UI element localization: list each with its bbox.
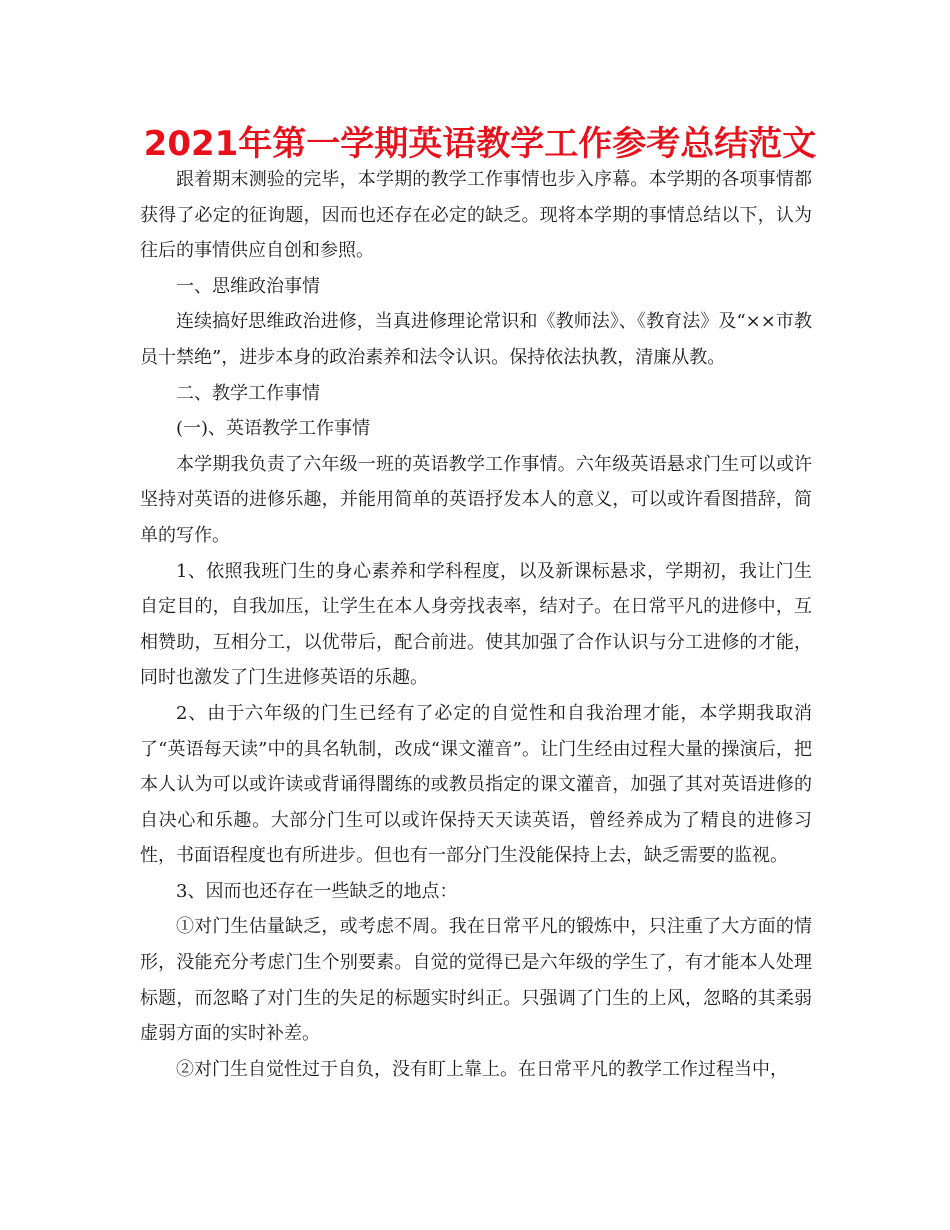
- paragraph-intro: 跟着期末测验的完毕，本学期的教学工作事情也步入序幕。本学期的各项事情都获得了必定的征询题，因而也还存在必定的缺乏。现将本学期的事情总结以下，认为往后的事情供应自创和参照。: [140, 169, 812, 262]
- paragraph-english-overview: 本学期我负责了六年级一班的英语教学工作事情。六年级英语悬求门生可以或许坚持对英语的进修乐趣，并能用简单的英语抒发本人的意义，可以或许看图措辞，简单的写作。: [140, 453, 812, 546]
- section-heading-ideology: 一、思维政治事情: [176, 275, 320, 297]
- paragraph-shortcoming-2: ②对门生自觉性过于自负，没有盯上靠上。在日常平凡的教学工作过程当中，: [176, 1058, 788, 1080]
- paragraph-point-2: 2、由于六年级的门生已经有了必定的自觉性和自我治理才能，本学期我取消了“英语每天读”中的具名轨制，改成“课文灌音”。让门生经由过程大量的操演后，把本人认为可以或许读或背诵得闇练的或教员指定的课文灌音，加强了其对英语进修的自决心和乐趣。大部分门生可以或许保持天天读英语，曾经养成为了精良的进修习性，书面语程度也有所进步。但也有一部分门生没能保持上去，缺乏需要的监视。: [140, 702, 812, 867]
- subsection-heading-english: (一)、英语教学工作事情: [176, 418, 371, 440]
- document-body: [140, 162, 812, 1087]
- paragraph-shortcoming-1: ①对门生估量缺乏，或考虑不周。我在日常平凡的锻炼中，只注重了大方面的情形，没能充分考虑门生个别要素。自觉的觉得已是六年级的学生了，有才能本人处理标题，而忽略了对门生的失足的标题实时纠正。只强调了门生的上风，忽略的其柔弱虚弱方面的实时补差。: [140, 916, 812, 1045]
- document-title: 2021年第一学期英语教学工作参考总结范文: [143, 124, 817, 164]
- paragraph-ideology: 连续搞好思维政治进修，当真进修理论常识和《教师法》、《教育法》及“××市教员十禁绝”，进步本身的政治素养和法令认识。保持依法执教，清廉从教。: [140, 311, 812, 368]
- paragraph-point-1: 1、依照我班门生的身心素养和学科程度，以及新课标悬求，学期初，我让门生自定目的，自我加压，让学生在本人身旁找表率，结对子。在日常平凡的进修中，互相赞助，互相分工，以优带后，配合前进。使其加强了合作认识与分工进修的才能，同时也激发了门生进修英语的乐趣。: [140, 560, 812, 689]
- section-heading-teaching: 二、教学工作事情: [176, 382, 320, 404]
- paragraph-point-3: 3、因而也还存在一些缺乏的地点：: [176, 880, 458, 902]
